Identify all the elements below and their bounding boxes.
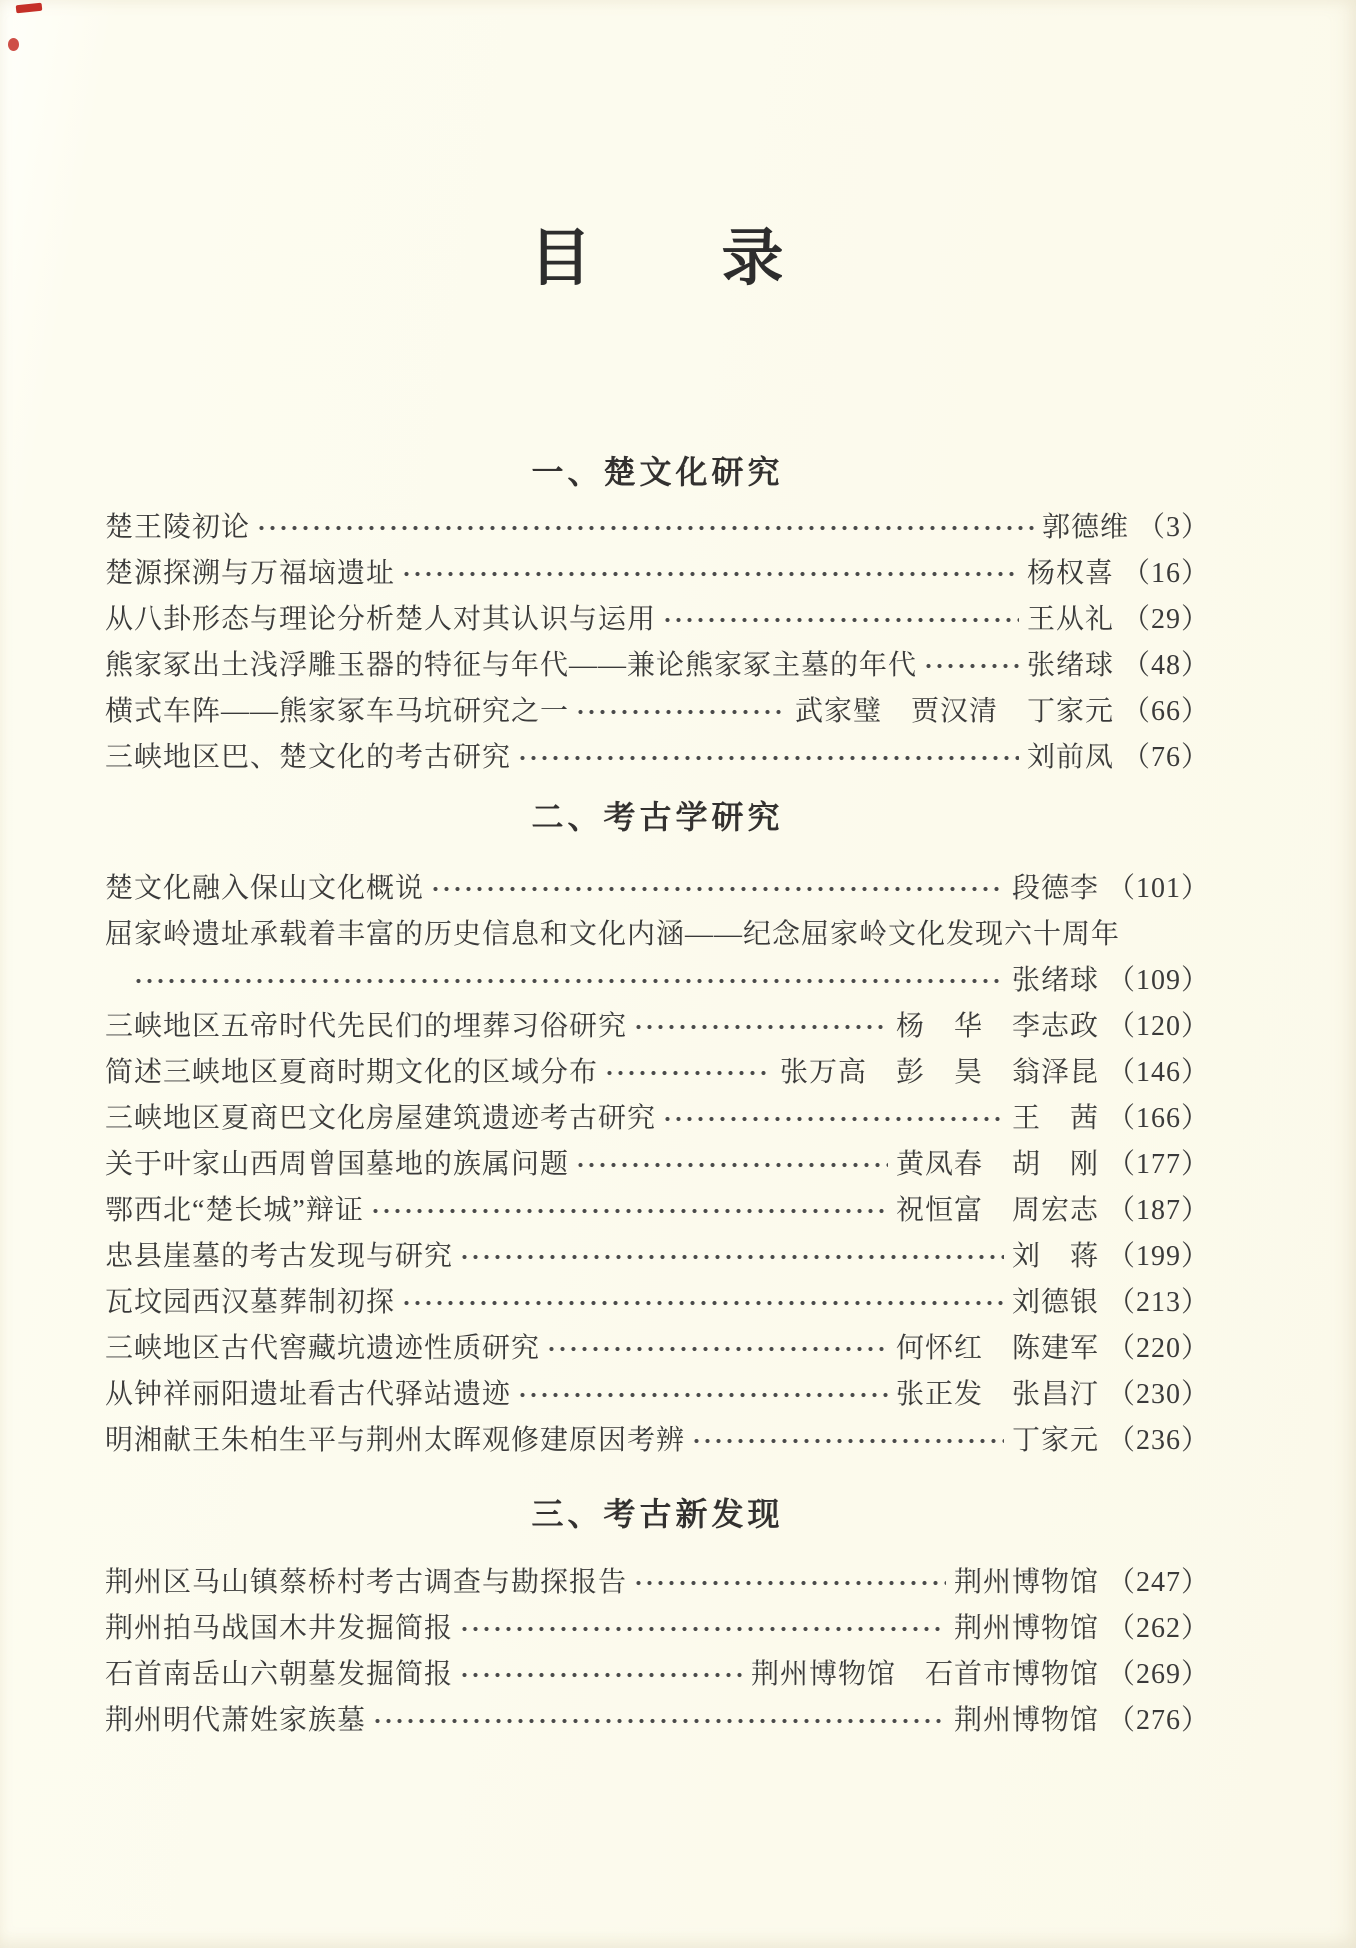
leader-dots [368, 1188, 888, 1234]
entry-authors: 杨 华 李志政 [895, 1011, 1099, 1042]
entry-title: 明湘献王朱柏生平与荆州太晖观修建原因考辨 [105, 1425, 686, 1456]
entry-title: 从八卦形态与理论分析楚人对其认识与运用 [105, 604, 657, 635]
section-heading: 三、考古新发现 [531, 1496, 784, 1532]
entry-authors: 荆州博物馆 [953, 1613, 1099, 1644]
leader-dots [370, 1698, 946, 1744]
entry-title: 瓦坟园西汉墓葬制初探 [105, 1287, 396, 1318]
leader-dots [544, 1326, 888, 1372]
leader-dots [399, 551, 1019, 597]
entry-title: 熊家冢出土浅浮雕玉器的特征与年代——兼论熊家冢主墓的年代 [105, 650, 918, 681]
entry-authors: 丁家元 [1011, 1425, 1099, 1456]
entry-title: 忠县崖墓的考古发现与研究 [105, 1241, 454, 1272]
leader-dots [457, 1606, 946, 1652]
toc-section [105, 1490, 1210, 1744]
leader-dots [921, 643, 1019, 689]
leader-dots [515, 1372, 888, 1418]
entry-title: 石首南岳山六朝墓发掘简报 [105, 1659, 454, 1690]
entry-title: 屈家岭遗址承载着丰富的历史信息和文化内涵——纪念屈家岭文化发现六十周年 [105, 919, 1121, 950]
leader-dots [689, 1418, 1004, 1464]
entry-authors: 刘德银 [1011, 1287, 1099, 1318]
toc-entry [105, 1142, 1210, 1188]
entry-authors: 王从礼 [1026, 604, 1114, 635]
entry-authors: 张万高 彭 昊 翁泽昆 [779, 1057, 1099, 1088]
entry-title: 三峡地区夏商巴文化房屋建筑遗迹考古研究 [105, 1103, 657, 1134]
entry-authors: 武家璧 贾汉清 丁家元 [794, 696, 1114, 727]
toc-entry [105, 689, 1210, 735]
entry-page-number: （220） [1106, 1333, 1210, 1364]
entry-page-number: （76） [1121, 742, 1210, 773]
toc-entry [105, 1698, 1210, 1744]
entry-page-number: （146） [1106, 1057, 1210, 1088]
leader-dots [631, 1004, 888, 1050]
entry-page-number: （120） [1106, 1011, 1210, 1042]
toc-entry [105, 1188, 1210, 1234]
leader-dots [254, 505, 1034, 551]
entry-authors: 祝恒富 周宏志 [895, 1195, 1099, 1226]
entry-page-number: （199） [1106, 1241, 1210, 1272]
entry-authors: 张正发 张昌汀 [895, 1379, 1099, 1410]
entry-page-number: （66） [1121, 696, 1210, 727]
entry-title: 三峡地区巴、楚文化的考古研究 [105, 742, 512, 773]
entry-authors: 黄凤春 胡 刚 [895, 1149, 1099, 1180]
toc-entry [105, 1096, 1210, 1142]
toc-entry-title-line [105, 912, 1210, 958]
entry-authors: 张绪球 [1026, 650, 1114, 681]
toc-section [105, 448, 1210, 781]
section-heading: 一、楚文化研究 [531, 454, 784, 490]
entry-page-number: （230） [1106, 1379, 1210, 1410]
toc-entry [105, 1326, 1210, 1372]
section-heading: 二、考古学研究 [531, 799, 784, 835]
toc-section [105, 793, 1210, 1464]
entry-page-number: （166） [1106, 1103, 1210, 1134]
entry-title: 楚王陵初论 [105, 512, 251, 543]
entry-page-number: （262） [1106, 1613, 1210, 1644]
entry-title: 关于叶家山西周曾国墓地的族属问题 [105, 1149, 570, 1180]
leader-dots [457, 1652, 743, 1698]
entry-title: 横式车阵——熊家冢车马坑研究之一 [105, 696, 570, 727]
entry-title: 三峡地区五帝时代先民们的埋葬习俗研究 [105, 1011, 628, 1042]
entry-authors: 荆州博物馆 [953, 1705, 1099, 1736]
entry-title: 鄂西北“楚长城”辩证 [105, 1195, 364, 1226]
toc-entry [105, 1652, 1210, 1698]
toc-entry [105, 866, 1210, 912]
leader-dots [660, 597, 1019, 643]
entry-page-number: （247） [1106, 1567, 1210, 1598]
entry-authors: 何怀红 陈建军 [895, 1333, 1099, 1364]
toc-entry [105, 1372, 1210, 1418]
entry-title: 楚文化融入保山文化概说 [105, 873, 425, 904]
scan-artifact-red-mark [16, 3, 43, 14]
entry-title: 从钟祥丽阳遗址看古代驿站遗迹 [105, 1379, 512, 1410]
entry-page-number: （177） [1106, 1149, 1210, 1180]
toc-entry [105, 1004, 1210, 1050]
toc-entry [105, 551, 1210, 597]
leader-dots [457, 1234, 1004, 1280]
entry-list [105, 866, 1210, 1464]
scan-artifact-red-mark [8, 38, 19, 51]
entry-authors: 张绪球 [1011, 965, 1099, 996]
entry-page-number: （213） [1106, 1287, 1210, 1318]
entry-page-number: （16） [1121, 558, 1210, 589]
entry-title: 三峡地区古代窖藏坑遗迹性质研究 [105, 1333, 541, 1364]
toc-entry [105, 505, 1210, 551]
entry-authors: 杨权喜 [1026, 558, 1114, 589]
entry-list [105, 1560, 1210, 1744]
entry-authors: 段德李 [1011, 873, 1099, 904]
entry-authors: 郭德维 [1041, 512, 1129, 543]
entry-authors: 荆州博物馆 石首市博物馆 [750, 1659, 1099, 1690]
entry-page-number: （3） [1136, 512, 1210, 543]
entry-title: 荆州拍马战国木井发掘简报 [105, 1613, 454, 1644]
entry-page-number: （269） [1106, 1659, 1210, 1690]
entry-page-number: （101） [1106, 873, 1210, 904]
toc-entry [105, 1606, 1210, 1652]
toc-entry [105, 597, 1210, 643]
leader-dots [573, 689, 787, 735]
leader-dots [131, 958, 1004, 1004]
toc-entry [105, 1560, 1210, 1606]
toc-entry [105, 643, 1210, 689]
leader-dots [428, 866, 1004, 912]
leader-dots [399, 1280, 1004, 1326]
page-title: 目 录 [529, 225, 786, 293]
entry-page-number: （276） [1106, 1705, 1210, 1736]
toc-entry [105, 1418, 1210, 1464]
leader-dots [515, 735, 1019, 781]
entry-page-number: （48） [1121, 650, 1210, 681]
entry-authors: 刘前凤 [1026, 742, 1114, 773]
entry-title: 简述三峡地区夏商时期文化的区域分布 [105, 1057, 599, 1088]
entry-page-number: （236） [1106, 1425, 1210, 1456]
entry-authors: 荆州博物馆 [953, 1567, 1099, 1598]
entry-authors: 王 茜 [1011, 1103, 1099, 1134]
toc-entry [105, 1234, 1210, 1280]
entry-list [105, 505, 1210, 781]
entry-title: 荆州区马山镇蔡桥村考古调查与勘探报告 [105, 1567, 628, 1598]
toc-entry [105, 1280, 1210, 1326]
toc-entry [105, 1050, 1210, 1096]
entry-title: 楚源探溯与万福垴遗址 [105, 558, 396, 589]
entry-page-number: （187） [1106, 1195, 1210, 1226]
toc-entry [105, 735, 1210, 781]
entry-authors: 刘 蒋 [1011, 1241, 1099, 1272]
entry-page-number: （29） [1121, 604, 1210, 635]
toc-entry-continuation-line [105, 958, 1210, 1004]
leader-dots [602, 1050, 772, 1096]
leader-dots [631, 1560, 946, 1606]
leader-dots [660, 1096, 1004, 1142]
entry-title: 荆州明代萧姓家族墓 [105, 1705, 367, 1736]
leader-dots [573, 1142, 888, 1188]
entry-page-number: （109） [1106, 965, 1210, 996]
